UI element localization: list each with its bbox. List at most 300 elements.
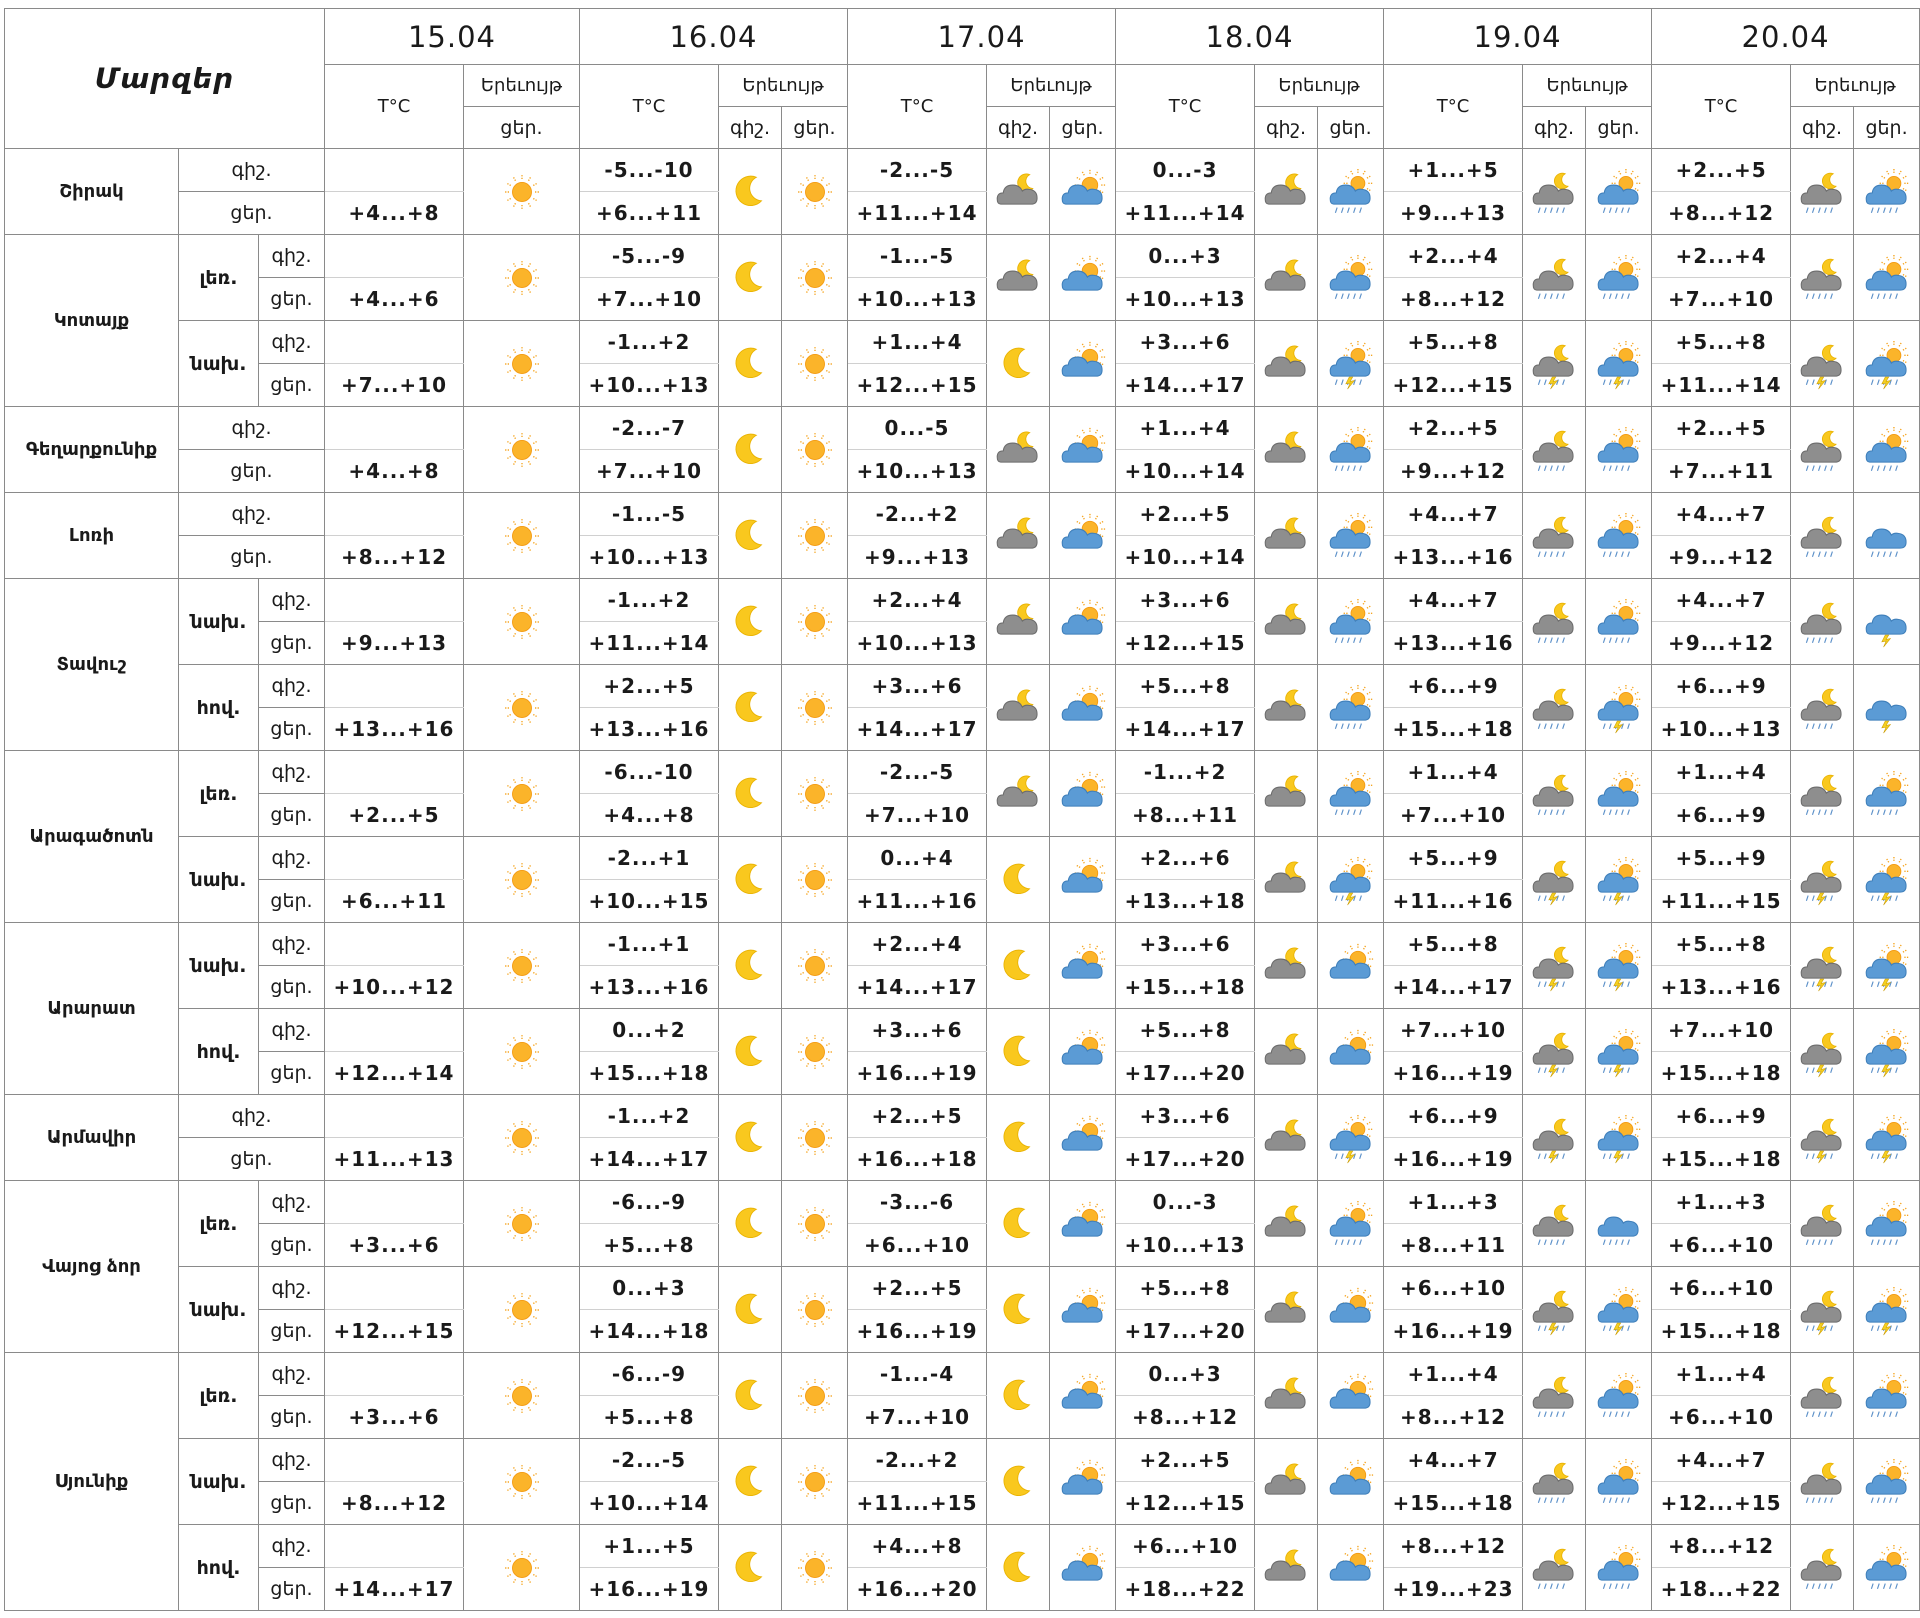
night-temp: +5...+8 — [1652, 923, 1791, 966]
night-temp — [325, 1181, 464, 1224]
sun-icon — [782, 149, 848, 235]
night-temp: +1...+3 — [1384, 1181, 1523, 1224]
day-label: ցեր. — [259, 1052, 325, 1095]
day-temp: +14...+17 — [1116, 708, 1255, 751]
moon-icon — [719, 751, 782, 837]
night-label: գիշ. — [259, 1009, 325, 1052]
region-name: Արմավիր — [5, 1095, 179, 1181]
night-temp: +5...+8 — [1652, 321, 1791, 364]
night-temp: +6...+9 — [1652, 665, 1791, 708]
sun-icon — [464, 1267, 580, 1353]
region-name: Լոռի — [5, 493, 179, 579]
day-temp: +9...+13 — [1384, 192, 1523, 235]
night-temp: +2...+5 — [848, 1095, 987, 1138]
date-header: 19.04 — [1384, 9, 1652, 65]
moon-icon — [719, 665, 782, 751]
day-label: ցեր. — [259, 622, 325, 665]
zone-label: նախ. — [179, 923, 259, 1009]
night-temp: +5...+8 — [1384, 923, 1523, 966]
sun-icon — [782, 1095, 848, 1181]
cloud-sun-rain-icon — [1854, 751, 1920, 837]
cloud-moon-storm-icon — [1791, 1267, 1854, 1353]
night-temp: 0...+3 — [580, 1267, 719, 1310]
night-temp: +2...+4 — [848, 923, 987, 966]
region-name: Սյունիք — [5, 1353, 179, 1611]
cloud-sun-rain-icon — [1854, 149, 1920, 235]
night-temp: -6...-9 — [580, 1353, 719, 1396]
night-temp: +2...+5 — [1652, 407, 1791, 450]
day-temp: +6...+10 — [848, 1224, 987, 1267]
cloud-sun-rain-icon — [1586, 407, 1652, 493]
night-temp: +4...+7 — [1652, 579, 1791, 622]
table-row — [5, 493, 1920, 536]
cloud-sun-storm-icon — [1854, 1267, 1920, 1353]
day-temp: +16...+19 — [1384, 1310, 1523, 1353]
moon-icon — [987, 837, 1050, 923]
phenomenon-header: Երեւույթ — [987, 65, 1116, 107]
day-temp: +7...+10 — [580, 278, 719, 321]
table-row — [5, 321, 1920, 364]
cloud-moon-rain-icon — [1791, 149, 1854, 235]
region-name: Շիրակ — [5, 149, 179, 235]
moon-icon — [719, 837, 782, 923]
night-temp — [325, 321, 464, 364]
cloud-moon-rain-icon — [1523, 1353, 1586, 1439]
moon-icon — [719, 321, 782, 407]
night-temp — [325, 751, 464, 794]
table-row — [5, 579, 1920, 622]
night-temp: +4...+7 — [1384, 493, 1523, 536]
night-temp: 0...+4 — [848, 837, 987, 880]
night-temp — [325, 1009, 464, 1052]
cloud-moon-icon — [987, 407, 1050, 493]
day-temp: +8...+12 — [1652, 192, 1791, 235]
night-temp: +8...+12 — [1652, 1525, 1791, 1568]
cloud-moon-icon — [1255, 149, 1318, 235]
day-temp: +10...+13 — [848, 278, 987, 321]
night-temp: -2...+1 — [580, 837, 719, 880]
day-temp: +3...+6 — [325, 1396, 464, 1439]
night-temp — [325, 235, 464, 278]
cloud-sun-icon — [1050, 149, 1116, 235]
night-temp: -5...-10 — [580, 149, 719, 192]
forecast-body — [5, 149, 1920, 1611]
cloud-moon-icon — [987, 149, 1050, 235]
day-temp: +8...+12 — [325, 536, 464, 579]
zone-label: հով. — [179, 1009, 259, 1095]
night-temp — [325, 837, 464, 880]
night-temp: +1...+4 — [1652, 751, 1791, 794]
cloud-sun-icon — [1318, 1353, 1384, 1439]
cloud-moon-storm-icon — [1523, 923, 1586, 1009]
table-row — [5, 923, 1920, 966]
day-temp: +11...+16 — [1384, 880, 1523, 923]
cloud-sun-icon — [1050, 1095, 1116, 1181]
cloud-moon-rain-icon — [1791, 665, 1854, 751]
night-temp: 0...-3 — [1116, 1181, 1255, 1224]
night-temp: +8...+12 — [1384, 1525, 1523, 1568]
day-temp: +10...+15 — [580, 880, 719, 923]
night-temp: +5...+8 — [1384, 321, 1523, 364]
moon-icon — [719, 1095, 782, 1181]
sun-icon — [782, 837, 848, 923]
day-temp: +11...+15 — [1652, 880, 1791, 923]
moon-icon — [719, 407, 782, 493]
day-temp: +11...+14 — [1116, 192, 1255, 235]
sun-icon — [782, 235, 848, 321]
day-temp: +7...+10 — [1652, 278, 1791, 321]
cloud-sun-icon — [1050, 493, 1116, 579]
night-temp — [325, 1353, 464, 1396]
day-subheader: ցեր. — [1318, 107, 1384, 149]
day-temp: +10...+14 — [1116, 450, 1255, 493]
night-temp: -1...+2 — [1116, 751, 1255, 794]
cloud-rain-icon — [1586, 1181, 1652, 1267]
day-label: ցեր. — [179, 450, 325, 493]
night-temp: +2...+4 — [848, 579, 987, 622]
cloud-sun-icon — [1050, 837, 1116, 923]
night-subheader: գիշ. — [987, 107, 1050, 149]
night-temp: -3...-6 — [848, 1181, 987, 1224]
day-temp: +7...+10 — [580, 450, 719, 493]
cloud-sun-icon — [1050, 579, 1116, 665]
moon-icon — [987, 1095, 1050, 1181]
cloud-sun-rain-icon — [1318, 407, 1384, 493]
night-subheader: գիշ. — [1255, 107, 1318, 149]
cloud-sun-rain-icon — [1318, 235, 1384, 321]
moon-icon — [719, 1439, 782, 1525]
sun-icon — [782, 665, 848, 751]
night-temp: +1...+5 — [1384, 149, 1523, 192]
night-temp: +3...+6 — [1116, 1095, 1255, 1138]
day-temp: +10...+13 — [1116, 1224, 1255, 1267]
table-row — [5, 665, 1920, 708]
day-temp: +18...+22 — [1116, 1568, 1255, 1611]
night-temp: +4...+8 — [848, 1525, 987, 1568]
cloud-sun-rain-icon — [1318, 665, 1384, 751]
night-temp: +1...+4 — [1116, 407, 1255, 450]
night-temp: -2...-5 — [580, 1439, 719, 1482]
day-temp: +15...+18 — [1116, 966, 1255, 1009]
day-temp: +14...+18 — [580, 1310, 719, 1353]
sun-icon — [464, 665, 580, 751]
day-temp: +19...+23 — [1384, 1568, 1523, 1611]
sun-icon — [464, 321, 580, 407]
sun-icon — [782, 579, 848, 665]
night-temp: +4...+7 — [1384, 579, 1523, 622]
day-temp: +15...+18 — [1384, 708, 1523, 751]
night-temp: +5...+9 — [1384, 837, 1523, 880]
sun-icon — [464, 407, 580, 493]
cloud-moon-rain-icon — [1791, 235, 1854, 321]
day-temp: +8...+12 — [1116, 1396, 1255, 1439]
cloud-moon-storm-icon — [1523, 1009, 1586, 1095]
day-temp: +11...+14 — [848, 192, 987, 235]
day-temp: +17...+20 — [1116, 1052, 1255, 1095]
sun-icon — [464, 493, 580, 579]
cloud-sun-icon — [1050, 1009, 1116, 1095]
cloud-sun-icon — [1050, 1439, 1116, 1525]
cloud-moon-icon — [1255, 493, 1318, 579]
day-temp: +7...+10 — [325, 364, 464, 407]
night-label: գիշ. — [259, 1353, 325, 1396]
night-temp — [325, 493, 464, 536]
cloud-moon-storm-icon — [1523, 321, 1586, 407]
night-label: գիշ. — [259, 1525, 325, 1568]
cloud-sun-icon — [1318, 1267, 1384, 1353]
day-label: ցեր. — [259, 708, 325, 751]
day-temp: +12...+15 — [1116, 1482, 1255, 1525]
sun-icon — [464, 1439, 580, 1525]
day-temp: +17...+20 — [1116, 1138, 1255, 1181]
cloud-moon-icon — [987, 579, 1050, 665]
day-temp: +9...+12 — [1652, 536, 1791, 579]
night-temp: +6...+10 — [1116, 1525, 1255, 1568]
zone-label: հով. — [179, 1525, 259, 1611]
day-temp: +3...+6 — [325, 1224, 464, 1267]
day-temp: +6...+11 — [325, 880, 464, 923]
cloud-sun-rain-icon — [1854, 1525, 1920, 1611]
cloud-sun-storm-icon — [1586, 923, 1652, 1009]
cloud-moon-icon — [1255, 1181, 1318, 1267]
night-temp: -1...+2 — [580, 579, 719, 622]
zone-label: նախ. — [179, 1267, 259, 1353]
cloud-moon-storm-icon — [1791, 1009, 1854, 1095]
cloud-sun-icon — [1050, 407, 1116, 493]
night-temp: +1...+4 — [848, 321, 987, 364]
day-label: ցեր. — [179, 192, 325, 235]
day-temp: +10...+13 — [848, 622, 987, 665]
night-temp: +5...+8 — [1116, 1267, 1255, 1310]
zone-label: լեռ. — [179, 235, 259, 321]
sun-icon — [782, 493, 848, 579]
cloud-moon-icon — [1255, 751, 1318, 837]
cloud-moon-rain-icon — [1523, 235, 1586, 321]
cloud-sun-storm-icon — [1854, 321, 1920, 407]
day-temp: +13...+16 — [580, 708, 719, 751]
night-temp: +6...+9 — [1384, 1095, 1523, 1138]
day-temp: +13...+16 — [325, 708, 464, 751]
cloud-moon-storm-icon — [1791, 321, 1854, 407]
cloud-moon-rain-icon — [1791, 579, 1854, 665]
cloud-moon-storm-icon — [1791, 837, 1854, 923]
cloud-moon-icon — [1255, 407, 1318, 493]
day-temp: +6...+10 — [1652, 1396, 1791, 1439]
day-temp: +13...+16 — [580, 966, 719, 1009]
cloud-moon-icon — [1255, 1009, 1318, 1095]
day-subheader: ցեր. — [1586, 107, 1652, 149]
night-temp: +1...+4 — [1384, 751, 1523, 794]
moon-icon — [719, 149, 782, 235]
night-label: գիշ. — [259, 923, 325, 966]
zone-label: նախ. — [179, 321, 259, 407]
day-temp: +10...+13 — [848, 450, 987, 493]
day-temp: +15...+18 — [1384, 1482, 1523, 1525]
sun-icon — [464, 923, 580, 1009]
cloud-sun-storm-icon — [1586, 1095, 1652, 1181]
day-temp: +17...+20 — [1116, 1310, 1255, 1353]
table-row — [5, 1439, 1920, 1482]
cloud-moon-icon — [1255, 837, 1318, 923]
cloud-moon-icon — [1255, 1525, 1318, 1611]
cloud-moon-rain-icon — [1791, 1353, 1854, 1439]
night-temp: +1...+4 — [1652, 1353, 1791, 1396]
night-temp — [325, 407, 464, 450]
night-label: գիշ. — [259, 751, 325, 794]
day-temp: +10...+14 — [580, 1482, 719, 1525]
cloud-rain-icon — [1854, 493, 1920, 579]
cloud-moon-icon — [987, 235, 1050, 321]
cloud-sun-rain-icon — [1854, 407, 1920, 493]
cloud-moon-rain-icon — [1523, 407, 1586, 493]
day-temp: +12...+15 — [848, 364, 987, 407]
temp-header: T°C — [1384, 65, 1523, 149]
night-label: գիշ. — [179, 149, 325, 192]
night-temp — [325, 1267, 464, 1310]
moon-icon — [987, 1267, 1050, 1353]
cloud-moon-icon — [1255, 923, 1318, 1009]
cloud-sun-storm-icon — [1318, 321, 1384, 407]
day-label: ցեր. — [259, 794, 325, 837]
day-temp: +11...+16 — [848, 880, 987, 923]
cloud-sun-rain-icon — [1586, 751, 1652, 837]
day-temp: +4...+8 — [325, 192, 464, 235]
zone-label: լեռ. — [179, 751, 259, 837]
cloud-moon-icon — [1255, 321, 1318, 407]
cloud-storm-icon — [1854, 665, 1920, 751]
cloud-sun-rain-icon — [1586, 235, 1652, 321]
table-row — [5, 1181, 1920, 1224]
sun-icon — [782, 1009, 848, 1095]
cloud-sun-icon — [1050, 1267, 1116, 1353]
cloud-moon-icon — [1255, 579, 1318, 665]
night-temp: +2...+5 — [1652, 149, 1791, 192]
moon-icon — [719, 1181, 782, 1267]
day-temp: +4...+6 — [325, 278, 464, 321]
table-row — [5, 751, 1920, 794]
day-temp: +16...+19 — [1384, 1138, 1523, 1181]
night-temp: +7...+10 — [1652, 1009, 1791, 1052]
forecast-table — [4, 8, 1920, 1611]
night-temp: +6...+9 — [1384, 665, 1523, 708]
cloud-sun-icon — [1050, 321, 1116, 407]
table-row — [5, 407, 1920, 450]
cloud-sun-storm-icon — [1318, 1095, 1384, 1181]
region-name: Տավուշ — [5, 579, 179, 751]
night-label: գիշ. — [179, 407, 325, 450]
table-row — [5, 1095, 1920, 1138]
cloud-moon-rain-icon — [1791, 1525, 1854, 1611]
day-temp: +7...+11 — [1652, 450, 1791, 493]
night-temp: +1...+3 — [1652, 1181, 1791, 1224]
sun-icon — [782, 1181, 848, 1267]
cloud-sun-icon — [1318, 923, 1384, 1009]
moon-icon — [719, 923, 782, 1009]
cloud-moon-rain-icon — [1523, 1181, 1586, 1267]
cloud-storm-icon — [1854, 579, 1920, 665]
sun-icon — [464, 837, 580, 923]
moon-icon — [719, 235, 782, 321]
zone-label: հով. — [179, 665, 259, 751]
night-temp: +2...+4 — [1384, 235, 1523, 278]
day-temp: +9...+13 — [325, 622, 464, 665]
day-temp: +6...+9 — [1652, 794, 1791, 837]
sun-icon — [464, 1009, 580, 1095]
cloud-sun-storm-icon — [1854, 923, 1920, 1009]
phenomenon-header: Երեւույթ — [719, 65, 848, 107]
night-label: գիշ. — [259, 579, 325, 622]
day-temp: +15...+18 — [1652, 1052, 1791, 1095]
night-temp: -5...-9 — [580, 235, 719, 278]
night-label: գիշ. — [179, 493, 325, 536]
night-temp: +3...+6 — [1116, 579, 1255, 622]
night-temp: -2...-7 — [580, 407, 719, 450]
night-temp: 0...-5 — [848, 407, 987, 450]
cloud-sun-rain-icon — [1854, 1439, 1920, 1525]
temp-header: T°C — [1116, 65, 1255, 149]
day-temp: +8...+11 — [1384, 1224, 1523, 1267]
day-temp: +9...+12 — [1384, 450, 1523, 493]
night-label: գիշ. — [259, 665, 325, 708]
night-temp: +6...+10 — [1384, 1267, 1523, 1310]
night-temp: +2...+5 — [580, 665, 719, 708]
region-name: Արարատ — [5, 923, 179, 1095]
moon-icon — [719, 1009, 782, 1095]
night-temp: -1...+2 — [580, 321, 719, 364]
moon-icon — [719, 1525, 782, 1611]
day-temp: +6...+10 — [1652, 1224, 1791, 1267]
night-label: գիշ. — [179, 1095, 325, 1138]
day-temp: +6...+11 — [580, 192, 719, 235]
cloud-sun-icon — [1318, 1525, 1384, 1611]
night-label: գիշ. — [259, 321, 325, 364]
day-temp: +13...+16 — [1384, 536, 1523, 579]
zone-label: լեռ. — [179, 1353, 259, 1439]
table-row — [5, 149, 1920, 192]
day-temp: +5...+8 — [580, 1396, 719, 1439]
regions-title: Մարզեր — [5, 9, 325, 149]
sun-icon — [464, 149, 580, 235]
day-temp: +14...+17 — [848, 708, 987, 751]
night-temp: -1...-4 — [848, 1353, 987, 1396]
cloud-sun-rain-icon — [1586, 1439, 1652, 1525]
cloud-moon-rain-icon — [1523, 579, 1586, 665]
night-label: գիշ. — [259, 235, 325, 278]
table-row — [5, 1525, 1920, 1568]
night-temp: +4...+7 — [1652, 1439, 1791, 1482]
day-label: ցեր. — [259, 364, 325, 407]
cloud-moon-rain-icon — [1791, 751, 1854, 837]
night-temp: +1...+4 — [1384, 1353, 1523, 1396]
cloud-sun-icon — [1050, 235, 1116, 321]
day-temp: +2...+5 — [325, 794, 464, 837]
cloud-sun-storm-icon — [1586, 665, 1652, 751]
night-temp: 0...-3 — [1116, 149, 1255, 192]
cloud-moon-rain-icon — [1791, 1181, 1854, 1267]
night-subheader: գիշ. — [1523, 107, 1586, 149]
day-temp: +13...+16 — [1384, 622, 1523, 665]
day-temp: +14...+17 — [848, 966, 987, 1009]
day-temp: +7...+10 — [1384, 794, 1523, 837]
day-label: ցեր. — [179, 1138, 325, 1181]
night-temp — [325, 579, 464, 622]
night-temp — [325, 665, 464, 708]
night-temp: -2...+2 — [848, 1439, 987, 1482]
day-subheader: ցեր. — [1854, 107, 1920, 149]
day-temp: +10...+13 — [1652, 708, 1791, 751]
night-temp: 0...+3 — [1116, 235, 1255, 278]
cloud-moon-storm-icon — [1523, 837, 1586, 923]
